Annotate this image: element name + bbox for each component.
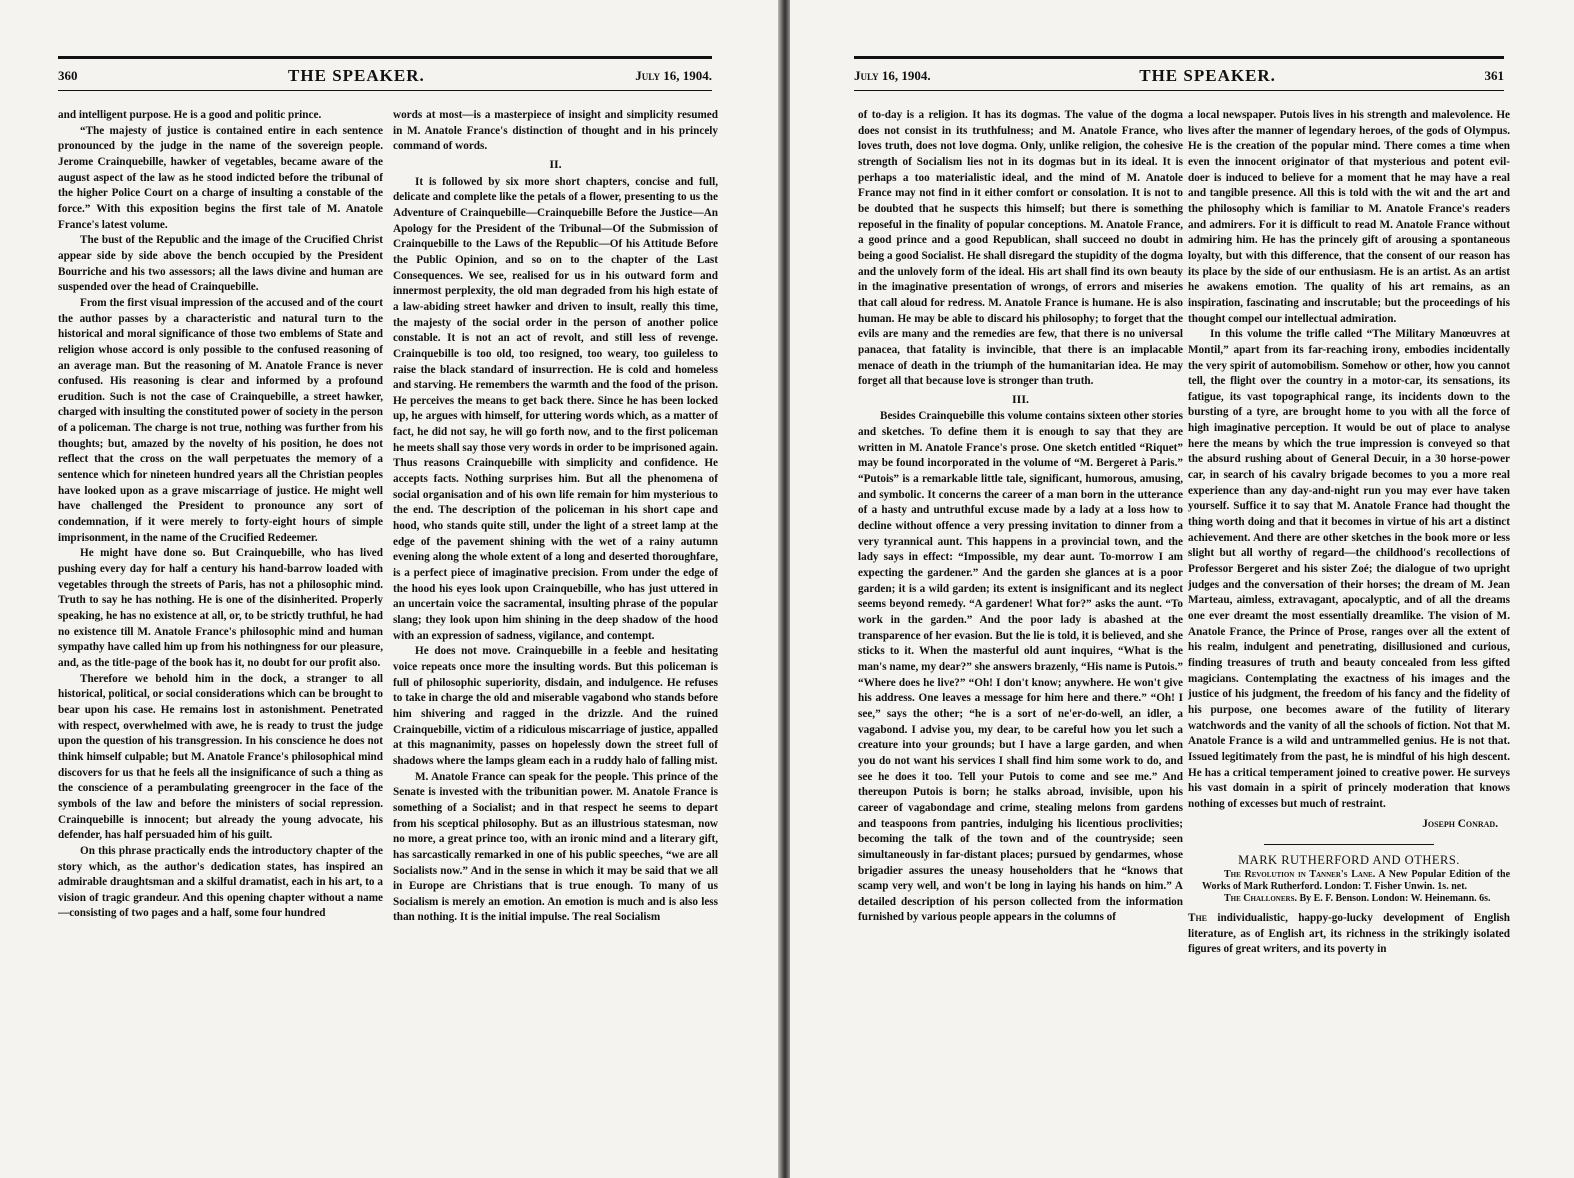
text-column-2 [393, 108, 718, 1088]
section-heading: III. [1011, 391, 1029, 406]
left-page [0, 0, 780, 1178]
page-number: 361 [1484, 68, 1504, 83]
paragraph: He might have done so. But Crainquebille, who has lived pushing every day for half a century his hand-barrow loaded with vegetables through the streets of Paris, has not a philosophic mind. Truth to say he has nothing. He is one of the disinherited. Properly speaking, he has no existence at all, or, to be strictly truthful, he had no existence till M. Anatole France's philosophic mind and human sympathy have called him up from his nothingness for our pleasure, and, as the title-page of the book has it, no doubt for our profit also. [58, 547, 383, 669]
section-rule [1264, 844, 1434, 845]
opening-word: The [1188, 911, 1208, 924]
paragraph: “The majesty of justice is contained entire in each sentence pronounced by the judge in the name of the sovereign people. Jerome Crainquebille, hawker of vegetables, became aware of the august aspect of the law as he stood indicted before the tribunal of the higher Police Court on a charge of insulting a constable of the force.” With this exposition begins the first tale of M. Anatole France's latest volume. [58, 124, 383, 231]
author-signature: Joseph Conrad. [1422, 817, 1498, 830]
page-header [58, 56, 712, 93]
text-column-1 [58, 108, 383, 1088]
review-heading: MARK RUTHERFORD AND OTHERS. [1238, 853, 1460, 868]
page-header [854, 56, 1504, 93]
review-opening [1188, 911, 1510, 958]
paragraph: of to-day is a religion. It has its dogmas. The value of the dogma does not consist in its truthfulness; and M. Anatole France, who loves truth, does not love dogma. Only, unlike religion, the cohesive strength of Socialism lies not in its dogmas but in its ideal. It is perhaps a too materialistic ideal, and the mind of M. Anatole France may not find in it either comfort or consolation. It is not to be doubted that he suspects this himself; but there is something reposeful in the finality of popular conceptions. M. Anatole France, a good prince and a good Republican, shall succeed no doubt in being a good Socialist. He shall disregard the stupidity of the dogma and the unlovely form of the ideal. His art shall find its own beauty in the imaginative presentation of wrongs, of errors and miseries that call aloud for redress. M. Anatole France is humane. He is also human. He may be able to discard his philosophy; to forget that the evils are many and the remedies are few, that there is no universal panacea, that fatality is invincible, that there is an implacable menace of death in the triumph of the humanitarian idea. He may forget all that because love is stronger than truth. [858, 109, 1183, 388]
right-page [790, 0, 1574, 1178]
paragraph: In this volume the trifle called “The Military Manœuvres at Montil,” apart from its far-reaching irony, embodies incidentally the very spirit of automobilism. Somehow or other, how you cannot tell, the flight over the country in a motor-car, its sensations, its fatigue, its vast topographical range, its incidents down to the bursting of a tyre, are brought home to you with all the force of high imaginative perception. It would be out of place to analyse here the means by which the true impression is conveyed so that the absurd rushing about of General Decuir, in a 30 horse-power car, in search of his cavalry brigade becomes to you a more real experience than any day-and-night run you may ever have taken yourself. Suffice it to say that M. Anatole France had thought the thing worth doing and that it becomes in virtue of his art a distinct achievement. And there are other sketches in the book more or less slight but all worthy of regard—the childhood's recollections of Professor Bergeret and his sister Zoé; the dialogue of two upright judges and the conversation of their horses; the dream of M. Jean Marteau, aimless, extravagant, apocalyptic, and of all the dreams one ever dreamt the most essentially dreamlike. The vision of M. Anatole France, the Prince of Prose, ranges over all the extent of his realm, indulgent and penetrating, disillusioned and curious, finding treasures of truth and beauty concealed from less gifted magicians. Contemplating the exactness of his images and the justice of his judgment, the freedom of his fancy and the fidelity of his purpose, one becomes aware of the futility of literary watchwords and the vanity of all the schools of fiction. Not that M. Anatole France is a wild and untrammelled genius. He is not that. Issued legitimately from the past, he is mindful of his high descent. He has a critical temperament joined to creative power. He surveys his vast domain in a spirit of princely moderation that knows nothing of excesses but much of restraint. [1188, 328, 1510, 810]
book-title: The Challoners. [1224, 892, 1297, 904]
paragraph: Therefore we behold him in the dock, a stranger to all historical, political, or social considerations which can be brought to bear upon his case. He remains lost in astonishment. Penetrated with respect, overwhelmed with awe, he is ready to trust the judge upon the question of his transgression. In his conscience he does not think himself culpable; but M. Anatole France's philosophical mind discovers for us that he feels all the insignificance of such a thing as the conscience of a perambulating greengrocer in the face of the symbols of the law and before the ministers of social repression. Crainquebille is innocent; but already the young advocate, his defender, has half persuaded him of his guilt. [58, 672, 383, 842]
paragraph: The bust of the Republic and the image of the Crucified Christ appear side by side above the bench occupied by the President Bourriche and his two assessors; all the laws divine and human are suspended over the head of Crainquebille. [58, 234, 383, 294]
text-column-4 [1188, 108, 1510, 1088]
issue-date: July 16, 1904. [635, 68, 712, 83]
section-heading: II. [549, 156, 562, 171]
paragraph: a local newspaper. Putois lives in his strength and malevolence. He lives after the manner of legendary heroes, of the gods of Olympus. He is the creation of the popular mind. There comes a time when even the innocent originator of that mysterious and potent evil-doer is induced to believe for a moment that he may have a real and tangible presence. All this is told with the wit and the art and the philosophy which is familiar to M. Anatole France's readers and admirers. For it is difficult to read M. Anatole France without admiring him. He has the princely gift of arousing a spontaneous loyalty, but with this difference, that the consent of our reason has its place by the side of our enthusiasm. He is an artist. As an artist he awakens emotion. The quality of his art remains, as an inspiration, fascinating and inscrutable; but the proceedings of his thought compel our intellectual admiration. [1188, 109, 1510, 325]
book-listing [1188, 893, 1510, 905]
book-listing [1188, 869, 1510, 893]
book-title: The Revolution in Tanner's Lane. [1224, 868, 1376, 880]
paragraph: From the first visual impression of the accused and of the court the author passes by a characteristic and natural turn to the historical and moral significance of those two emblems of State and religion whose accord is only possible to the confused reasoning of an average man. But the reasoning of M. Anatole France is never confused. His reasoning is clear and informed by a profound erudition. Such is not the case of Crainquebille, a street hawker, charged with insulting the constituted power of society in the person of a policeman. The charge is not true, nothing was further from his thoughts; but, amazed by the novelty of his position, he does not reflect that the cross on the wall perpetuates the memory of a sentence which for nineteen hundred years all the Christian peoples have looked upon as a grave miscarriage of justice. He might well have challenged the President to pronounce any sort of condemnation, if it were merely to forty-eight hours of simple imprisonment, in the name of the Crucified Redeemer. [58, 296, 383, 544]
text-column-3 [858, 108, 1183, 1088]
paragraph: It is followed by six more short chapters, concise and full, delicate and complete like the petals of a flower, presenting to us the Adventure of Crainquebille—Crainquebille Before the Justice—An Apology for the President of the Tribunal—Of the Submission of Crainquebille to the Laws of the Republic—Of his Attitude Before the Public Opinion, and so on to the chapter of the Last Consequences. We see, realised for us in his outward form and innermost perplexity, the old man degraded from his high estate of a law-abiding street hawker and driven to insult, really this time, the majesty of the social order in the person of another police constable. It is not an act of revolt, and still less of revenge. Crainquebille is too old, too resigned, too weary, too guileless to raise the black standard of insurrection. He is cold and homeless and starving. He remembers the warmth and the food of the prison. He perceives the means to get back there. Since he has been locked up, he argues with himself, for uttering words which, as a matter of fact, he did not say, he will go forth now, and to the first policeman he meets shall say those very words in order to be imprisoned again. Thus reasons Crainquebille with simplicity and confidence. He accepts facts. Nothing surprises him. But all the phenomena of social organisation and of his own life remain for him mysterious to the end. The description of the policeman in his short cape and hood, who stands quite still, under the light of a street lamp at the edge of the pavement shining with the wet of a rainy autumn evening along the whole extent of a long and deserted thoroughfare, is a perfect piece of imaginative precision. From under the edge of the hood his eyes look upon Crainquebille, who has just uttered in an uncertain voice the sacramental, insulting phrase of the popular slang; they look upon him shining in the deep shadow of the hood with an expression of sadness, vigilance, and contempt. [393, 175, 718, 642]
paragraph: Besides Crainquebille this volume contains sixteen other stories and sketches. To define them it is enough to say that they are written in M. Anatole France's prose. One sketch entitled “Riquet” may be found incorporated in the volume of “M. Bergeret à Paris.” “Putois” is a remarkable little tale, significant, humorous, amusing, and symbolic. It concerns the career of a man born in the utterance of a hasty and untruthful excuse made by a lady at a loss how to decline without offence a very pressing invitation to dinner from a very tyrannical aunt. This happens in a provincial town, and the lady says in effect: “Impossible, my dear aunt. To-morrow I am expecting the gardener.” And the garden she glances at is a poor garden; it is a wild garden; its extent is insignificant and its neglect seems beyond remedy. “A gardener! What for?” asks the aunt. “To work in the garden.” And the poor lady is abashed at the transparence of her evasion. But the lie is told, it is believed, and she sticks to it. When the masterful old aunt inquires, “What is the man's name, my dear?” she answers brazenly, “His name is Putois.” “Where does he live?” “Oh! I don't know; anywhere. He won't give his address. One leaves a message for him here and there.” “Oh! I see,” says the other; “he is a sort of ne'er-do-well, an idler, a vagabond. I advise you, my dear, to be careful how you let such a creature into your grounds; but I have a large garden, and when you do not want his services I shall find him some work to do, and see he does it too. Tell your Putois to come and see me.” And thereupon Putois is born; he stalks abroad, invisible, upon his career of vagabondage and crime, stealing melons from gardens and teaspoons from pantries, indulging his licentious proclivities; becoming the talk of the town and of the countryside; seen simultaneously in far-distant places; pursued by gendarmes, whose brigadier assures the uneasy householders that he “knows that scamp very well, and won't be long in laying his hands on him.” A detailed description of his person collected from the information furnished by various people appears in the columns of [858, 410, 1183, 924]
paragraph: words at most—is a masterpiece of insight and simplicity resumed in M. Anatole France's distinction of thought and in his princely command of words. [393, 109, 718, 153]
header-rule [58, 90, 712, 91]
paragraph: and intelligent purpose. He is a good and politic prince. [58, 109, 322, 121]
issue-date: July 16, 1904. [854, 68, 931, 83]
book-details: A New Popular Edition of the Works of Mark Rutherford. London: T. Fisher Unwin. 1s. net. [1202, 868, 1510, 892]
journal-title: THE SPEAKER. [1139, 66, 1276, 85]
book-details: By E. F. Benson. London: W. Heinemann. 6s. [1299, 892, 1491, 904]
header-rule [854, 90, 1504, 91]
paragraph: On this phrase practically ends the introductory chapter of the story which, as the author's dedication states, has inspired an admirable draughtsman and a skilful dramatist, each in his art, to a vision of tragic grandeur. And this opening chapter without a name—consisting of two pages and a half, some four hundred [58, 844, 383, 920]
opening-text: individualistic, happy-go-lucky development of English literature, as of English art, its richness in the strikingly isolated figures of great writers, and its poverty in [1188, 911, 1510, 956]
paragraph: He does not move. Crainquebille in a feeble and hesitating voice repeats once more the insulting words. But this policeman is full of philosophic superiority, disdain, and indulgence. He refuses to take in charge the old and miserable vagabond who stands before him shivering and ragged in the drizzle. And the ruined Crainquebille, victim of a ridiculous miscarriage of justice, appalled at this magnanimity, passes on hopelessly down the street full of shadows where the lamps gleam each in a ruddy halo of falling mist. [393, 645, 718, 767]
paragraph: M. Anatole France can speak for the people. This prince of the Senate is invested with the tribunitian power. M. Anatole France is something of a Socialist; and in that respect he seems to depart from his sceptical philosophy. But as an illustrious statesman, now no more, a great prince too, with an ironic mind and a literary gift, has sarcastically remarked in one of his public speeches, “we are all Socialists now.” And in the sense in which it may be said that we all in Europe are Christians that is true enough. To many of us Socialism is merely an emotion. An emotion is much and is also less than nothing. It is the initial impulse. The real Socialism [393, 770, 718, 924]
page-number: 360 [58, 68, 78, 83]
journal-title: THE SPEAKER. [288, 66, 425, 85]
